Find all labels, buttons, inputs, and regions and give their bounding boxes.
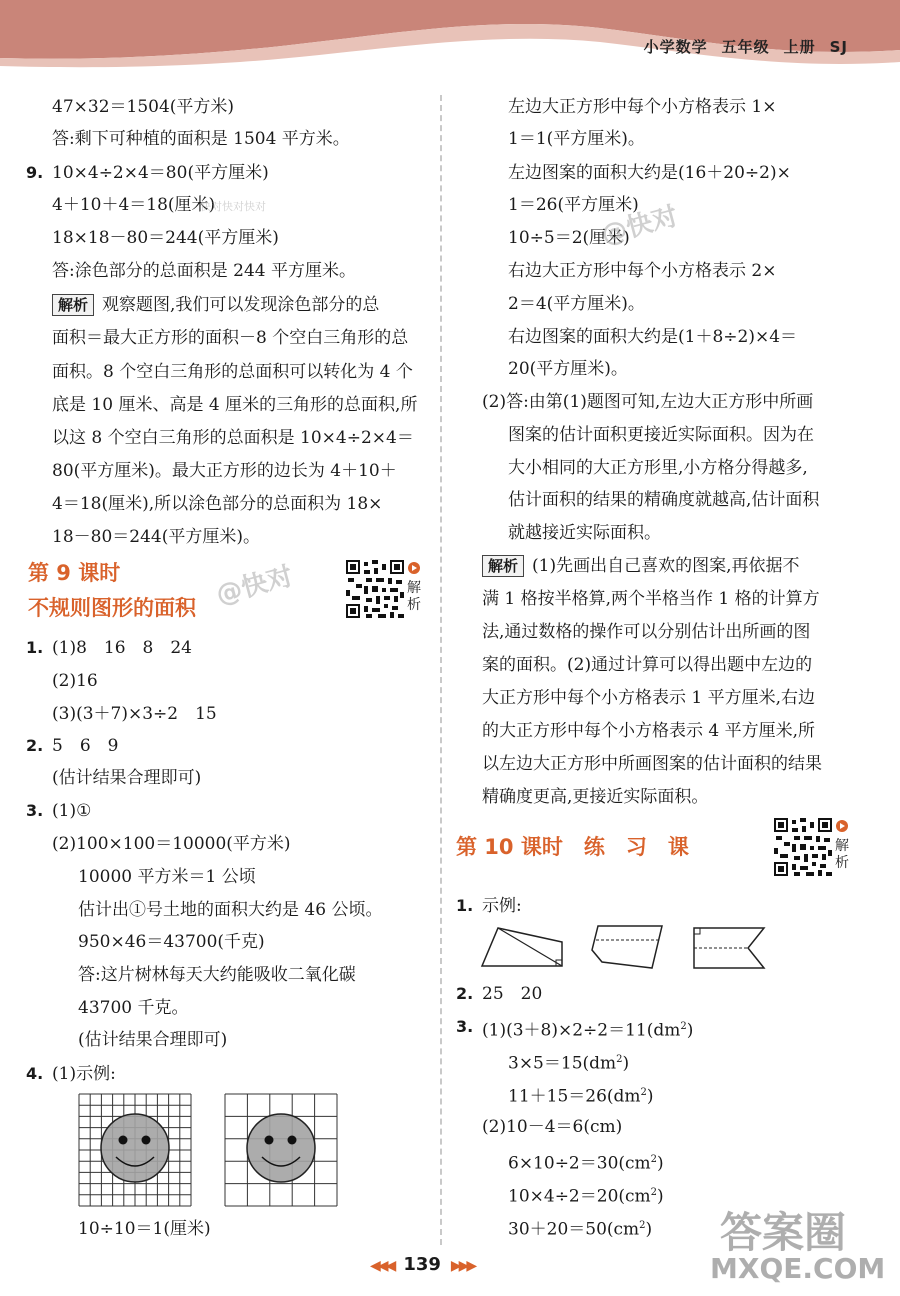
answer-line: (2)16 [52, 671, 98, 691]
analysis-line: 法,通过数格的操作可以分别估计出所画的图 [482, 622, 811, 642]
analysis-line: 大正方形中每个小方格表示 1 平方厘米,右边 [482, 688, 816, 708]
next-arrows-icon: ▶▶▶ [450, 1258, 475, 1274]
answer-line: 950×46＝43700(千克) [78, 932, 265, 952]
answer-line: (2)100×100＝10000(平方米) [52, 834, 291, 854]
answer-line: 答:剩下可种植的面积是 1504 平方米。 [52, 129, 350, 149]
answer-line: $6\times 10\div 2=30(cm^2)$ [508, 1153, 664, 1174]
answer-line: 10÷5＝2(厘米) [508, 228, 630, 248]
answer-text: 3×5＝15(dm [508, 1053, 617, 1074]
analysis-line: 案的面积。(2)通过计算可以得出题中左边的 [482, 655, 813, 675]
superscript: 2 [639, 1220, 646, 1231]
header-info [630, 36, 848, 57]
answer-text: 30＋20＝50(cm [508, 1219, 640, 1240]
answer-line: 就越接近实际面积。 [508, 523, 661, 543]
watermark-small: 快对快对快对 [200, 200, 266, 213]
answer-line: (2)10－4＝6(cm) [482, 1117, 623, 1137]
question-number: 1. [456, 896, 474, 915]
answer-line: $(1)(3+8)\times 2\div 2=11(dm^2)$ [482, 1020, 694, 1041]
play-arrow-icon [408, 562, 420, 574]
answer-line: 10×4÷2×4＝80(平方厘米) [52, 163, 269, 183]
answer-line: 右边图案的面积大约是(1＋8÷2)×4＝ [508, 327, 798, 347]
answer-line: 估计出①号土地的面积大约是 46 公顷。 [78, 900, 383, 920]
watermark-site: MXQE.COM [710, 1252, 886, 1285]
answer-line: 47×32＝1504(平方米) [52, 97, 235, 117]
analysis-line: 面积＝最大正方形的面积－8 个空白三角形的总 [52, 328, 409, 348]
answer-line: 10÷10＝1(厘米) [78, 1219, 211, 1239]
lesson-subtitle: 不规则图形的面积 [28, 596, 196, 620]
answer-line: (1)示例: [52, 1064, 116, 1084]
answer-text: 6×10÷2＝30(cm [508, 1153, 651, 1174]
answer-line: 左边图案的面积大约是(16＋20÷2)× [508, 163, 791, 183]
superscript: 2 [616, 1054, 623, 1065]
answer-line: 2＝4(平方厘米)。 [508, 294, 645, 314]
smiley-grid-fine [78, 1093, 192, 1207]
answer-line: (估计结果合理即可) [78, 1030, 228, 1050]
lesson-title: 第 9 课时 [28, 561, 121, 585]
analysis-line: 精确度更高,更接近实际面积。 [482, 787, 709, 807]
prev-arrows-icon: ◀◀◀ [370, 1258, 394, 1274]
answer-line: 10000 平方米＝1 公顷 [78, 867, 256, 887]
answer-line: $11+15=26(dm^2)$ [508, 1086, 654, 1107]
question-number: 3. [456, 1017, 474, 1036]
analysis-text: (1)先画出自己喜欢的图案,再依据不 [532, 556, 800, 576]
answer-text: 10×4÷2＝20(cm [508, 1186, 651, 1207]
answer-text: (1)(3＋8)×2÷2＝11(dm [482, 1020, 681, 1041]
answer-line: 25 20 [482, 984, 543, 1004]
analysis-line: 满 1 格按半格算,两个半格当作 1 格的计算方 [482, 589, 820, 609]
answer-line: 4＋10＋4＝18(厘米) [52, 195, 216, 215]
watermark-stamp: @快对 [213, 561, 297, 611]
answer-line: 图案的估计面积更接近实际面积。因为在 [508, 425, 814, 445]
superscript: 2 [680, 1021, 687, 1032]
header-volume: 上册 [783, 38, 816, 56]
answer-line: (2)答:由第(1)题图可知,左边大正方形中所画 [482, 392, 814, 412]
analysis-tag: 解析 [482, 555, 524, 577]
lesson-title: 第 10 课时 练 习 课 [456, 835, 689, 859]
analysis-line [52, 294, 379, 316]
analysis-line: 80(平方厘米)。最大正方形的边长为 4＋10＋ [52, 461, 397, 481]
answer-line: 左边大正方形中每个小方格表示 1× [508, 97, 777, 117]
answer-line: 43700 千克。 [78, 998, 189, 1018]
superscript: 2 [640, 1087, 647, 1098]
answer-line: 1＝26(平方厘米) [508, 195, 639, 215]
smiley-grid-coarse [224, 1093, 338, 1207]
qr-label: 解析 [407, 580, 421, 613]
question-number: 2. [456, 984, 474, 1003]
answer-line: 1＝1(平方厘米)。 [508, 129, 645, 149]
answer-line: 5 6 9 [52, 736, 119, 756]
answer-line: 大小相同的大正方形里,小方格分得越多, [508, 458, 808, 478]
answer-line: (3)(3＋7)×3÷2 15 [52, 704, 217, 724]
page-number: 139 [403, 1254, 441, 1275]
trapezoid-example [478, 924, 568, 970]
superscript: 2 [650, 1187, 658, 1198]
answer-line: 示例: [482, 896, 522, 916]
analysis-line: 面积。8 个空白三角形的总面积可以转化为 4 个 [52, 362, 413, 382]
qr-code-icon[interactable] [346, 560, 404, 618]
answer-line: 估计面积的结果的精确度就越高,估计面积 [508, 490, 820, 510]
pentagon-example [588, 922, 668, 972]
answer-line: (1)8 16 8 24 [52, 638, 192, 658]
analysis-line: 4＝18(厘米),所以涂色部分的总面积为 18× [52, 494, 383, 514]
analysis-text: 观察题图,我们可以发现涂色部分的总 [102, 295, 380, 315]
watermark-corner: 答案圈 [720, 1208, 847, 1257]
column-divider [440, 95, 442, 1245]
answer-line: 答:涂色部分的总面积是 244 平方厘米。 [52, 261, 356, 281]
question-number: 4. [26, 1064, 44, 1083]
play-arrow-icon [836, 820, 848, 832]
answer-line: (1)① [52, 801, 92, 821]
analysis-line [482, 555, 800, 577]
watermark-stamp: @快对 [598, 201, 682, 251]
question-number: 3. [26, 801, 44, 820]
analysis-tag: 解析 [52, 294, 94, 316]
answer-text: 11＋15＝26(dm [508, 1086, 641, 1107]
analysis-line: 以左边大正方形中所画图案的估计面积的结果 [482, 754, 822, 774]
answer-line: $10\times 4\div 2=20(cm^2)$ [508, 1186, 664, 1207]
answer-line: $3\times 5=15(dm^2)$ [508, 1053, 630, 1074]
answer-line: 18×18－80＝244(平方厘米) [52, 228, 279, 248]
question-number: 2. [26, 736, 44, 755]
analysis-line: 的大正方形中每个小方格表示 4 平方厘米,所 [482, 721, 816, 741]
answer-line: (估计结果合理即可) [52, 768, 202, 788]
question-number: 9. [26, 163, 44, 182]
header-subject: 小学数学 [643, 38, 708, 56]
header-grade: 五年级 [721, 38, 770, 56]
page-footer [370, 1254, 474, 1275]
answer-line: 20(平方厘米)。 [508, 359, 628, 379]
answer-line: $30+20=50(cm^2)$ [508, 1219, 653, 1240]
qr-code-icon[interactable] [774, 818, 832, 876]
answer-line: 答:这片树林每天大约能吸收二氧化碳 [78, 965, 356, 985]
superscript: 2 [650, 1154, 658, 1165]
header-edition: SJ [829, 38, 848, 56]
analysis-line: 18－80＝244(平方厘米)。 [52, 527, 260, 547]
flag-example [690, 924, 770, 972]
answer-line: 右边大正方形中每个小方格表示 2× [508, 261, 777, 281]
analysis-line: 底是 10 厘米、高是 4 厘米的三角形的总面积,所 [52, 395, 418, 415]
question-number: 1. [26, 638, 44, 657]
qr-label: 解析 [835, 838, 849, 871]
analysis-line: 以这 8 个空白三角形的总面积是 10×4÷2×4＝ [52, 428, 414, 448]
